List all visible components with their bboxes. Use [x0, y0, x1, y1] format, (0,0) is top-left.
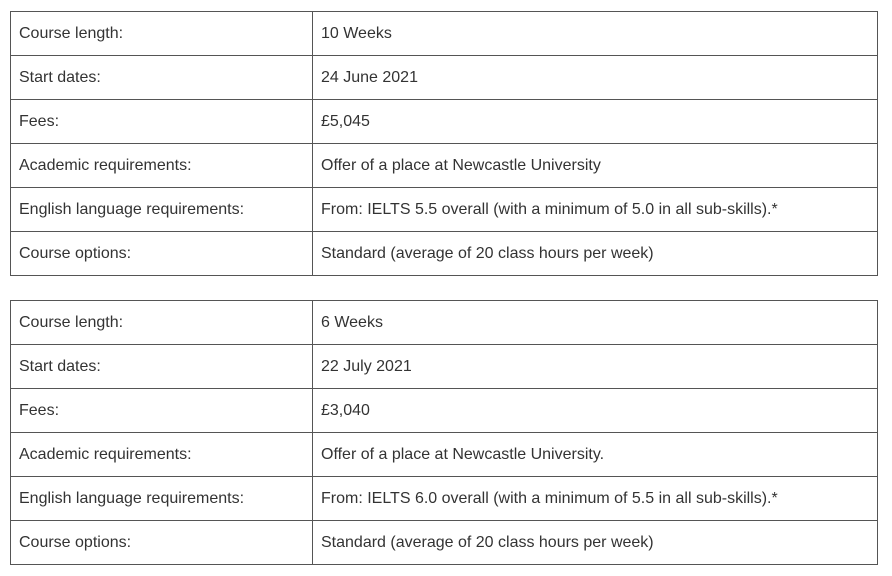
row-value: From: IELTS 5.5 overall (with a minimum of 5.0 in all sub-skills).*: [313, 188, 878, 232]
row-value: 6 Weeks: [313, 301, 878, 345]
row-value: Offer of a place at Newcastle University.: [313, 433, 878, 477]
course-details-table-6-weeks: [10, 300, 878, 565]
table-row-fees: [11, 100, 878, 144]
table-row-course-length: [11, 12, 878, 56]
table-row-english-requirements: [11, 477, 878, 521]
row-label: Fees:: [11, 100, 313, 144]
row-value: 22 July 2021: [313, 345, 878, 389]
row-label: Start dates:: [11, 345, 313, 389]
table-row-academic-requirements: [11, 144, 878, 188]
row-label: English language requirements:: [11, 188, 313, 232]
table-row-course-length: [11, 301, 878, 345]
row-label: Course length:: [11, 12, 313, 56]
row-label: Academic requirements:: [11, 433, 313, 477]
table-row-start-dates: [11, 56, 878, 100]
row-label: Fees:: [11, 389, 313, 433]
row-label: Start dates:: [11, 56, 313, 100]
row-label: Course options:: [11, 232, 313, 276]
table-row-start-dates: [11, 345, 878, 389]
table-row-academic-requirements: [11, 433, 878, 477]
row-value: Standard (average of 20 class hours per week): [313, 521, 878, 565]
table-row-english-requirements: [11, 188, 878, 232]
table-row-course-options: [11, 521, 878, 565]
table-row-course-options: [11, 232, 878, 276]
row-label: Course length:: [11, 301, 313, 345]
table-row-fees: [11, 389, 878, 433]
row-value: £3,040: [313, 389, 878, 433]
row-label: Course options:: [11, 521, 313, 565]
row-value: £5,045: [313, 100, 878, 144]
course-details-table-10-weeks: [10, 11, 878, 276]
row-value: Offer of a place at Newcastle University: [313, 144, 878, 188]
row-value: 10 Weeks: [313, 12, 878, 56]
row-value: 24 June 2021: [313, 56, 878, 100]
row-value: Standard (average of 20 class hours per week): [313, 232, 878, 276]
row-label: English language requirements:: [11, 477, 313, 521]
row-label: Academic requirements:: [11, 144, 313, 188]
row-value: From: IELTS 6.0 overall (with a minimum of 5.5 in all sub-skills).*: [313, 477, 878, 521]
